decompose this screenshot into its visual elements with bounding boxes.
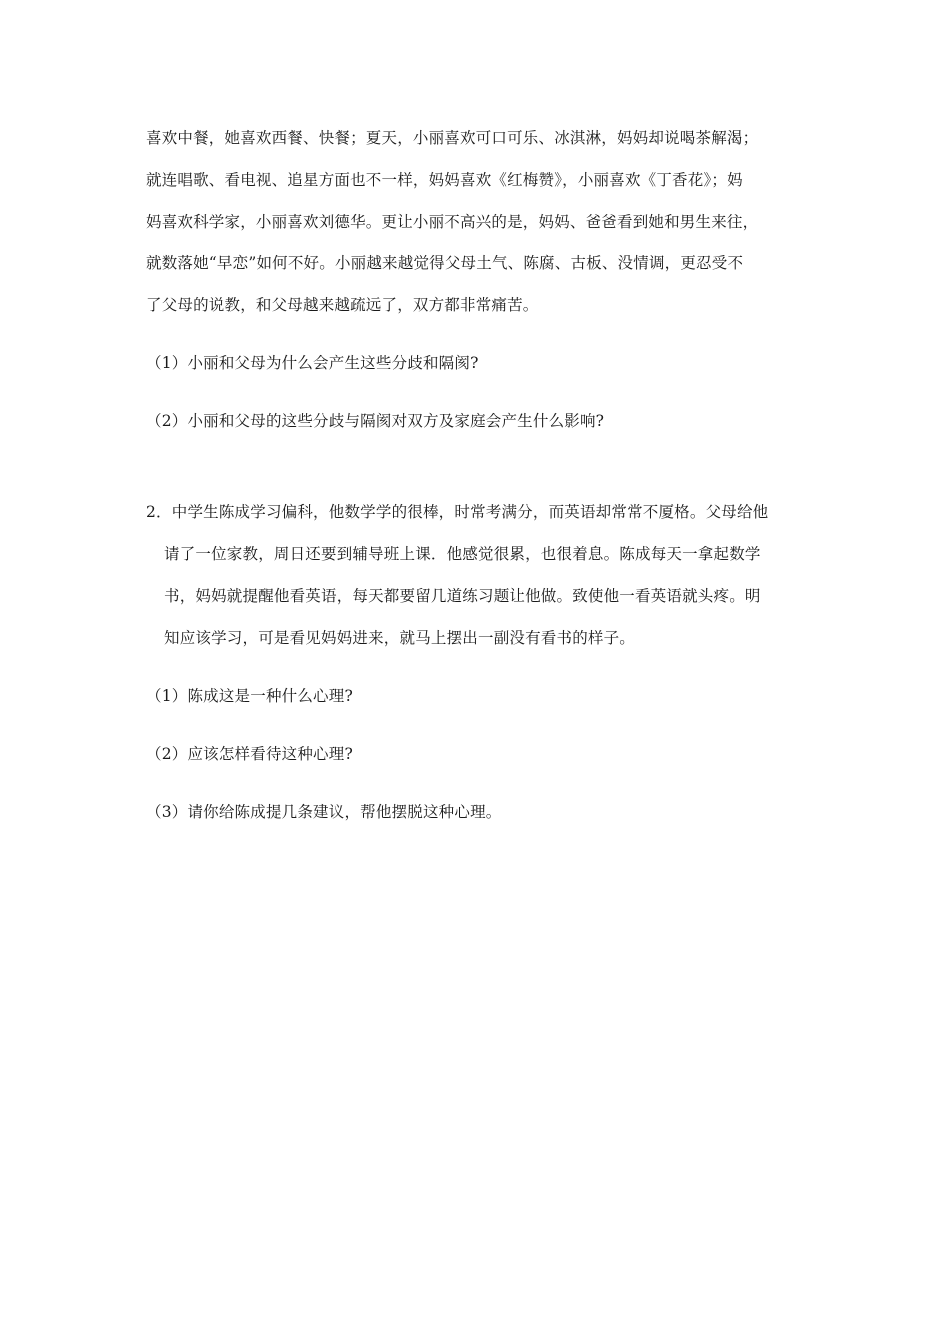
story2-question-1: （1）陈成这是一种什么心理? [146,687,353,705]
story1-line-5: 了父母的说教，和父母越来越疏远了，双方都非常痛苦。 [146,296,539,314]
story1-question-2: （2）小丽和父母的这些分歧与隔阂对双方及家庭会产生什么影响? [146,412,605,430]
story2-line-3: 书，妈妈就提醒他看英语，每天都要留几道练习题让他做。致使他一看英语就头疼。明 [164,587,761,605]
story2-line-2: 请了一位家教，周日还要到辅导班上课．他感觉很累，也很着息。陈成每天一拿起数学 [164,545,761,563]
story1-question-1: （1）小丽和父母为什么会产生这些分歧和隔阂? [146,354,479,372]
story1-line-1: 喜欢中餐，她喜欢西餐、快餐；夏天，小丽喜欢可口可乐、冰淇淋，妈妈却说喝茶解渴； [146,129,759,147]
story2-question-3: （3）请你给陈成提几条建议，帮他摆脱这种心理。 [146,803,502,821]
story2-line-1: 2．中学生陈成学习偏科，他数学学的很棒，时常考满分，而英语却常常不厦格。父母给他 [146,503,769,521]
story2-line-4: 知应该学习，可是看见妈妈进来，就马上摆出一副没有看书的样子。 [164,629,636,647]
story1-line-4: 就数落她“早恋”如何不好。小丽越来越觉得父母土气、陈腐、古板、没情调，更忍受不 [146,254,744,272]
story1-line-3: 妈喜欢科学家，小丽喜欢刘德华。更让小丽不高兴的是，妈妈、爸爸看到她和男生来往， [146,213,759,231]
story2-question-2: （2）应该怎样看待这种心理? [146,745,353,763]
story1-line-2: 就连唱歌、看电视、追星方面也不一样，妈妈喜欢《红梅赞》，小丽喜欢《丁香花》；妈 [146,171,743,189]
